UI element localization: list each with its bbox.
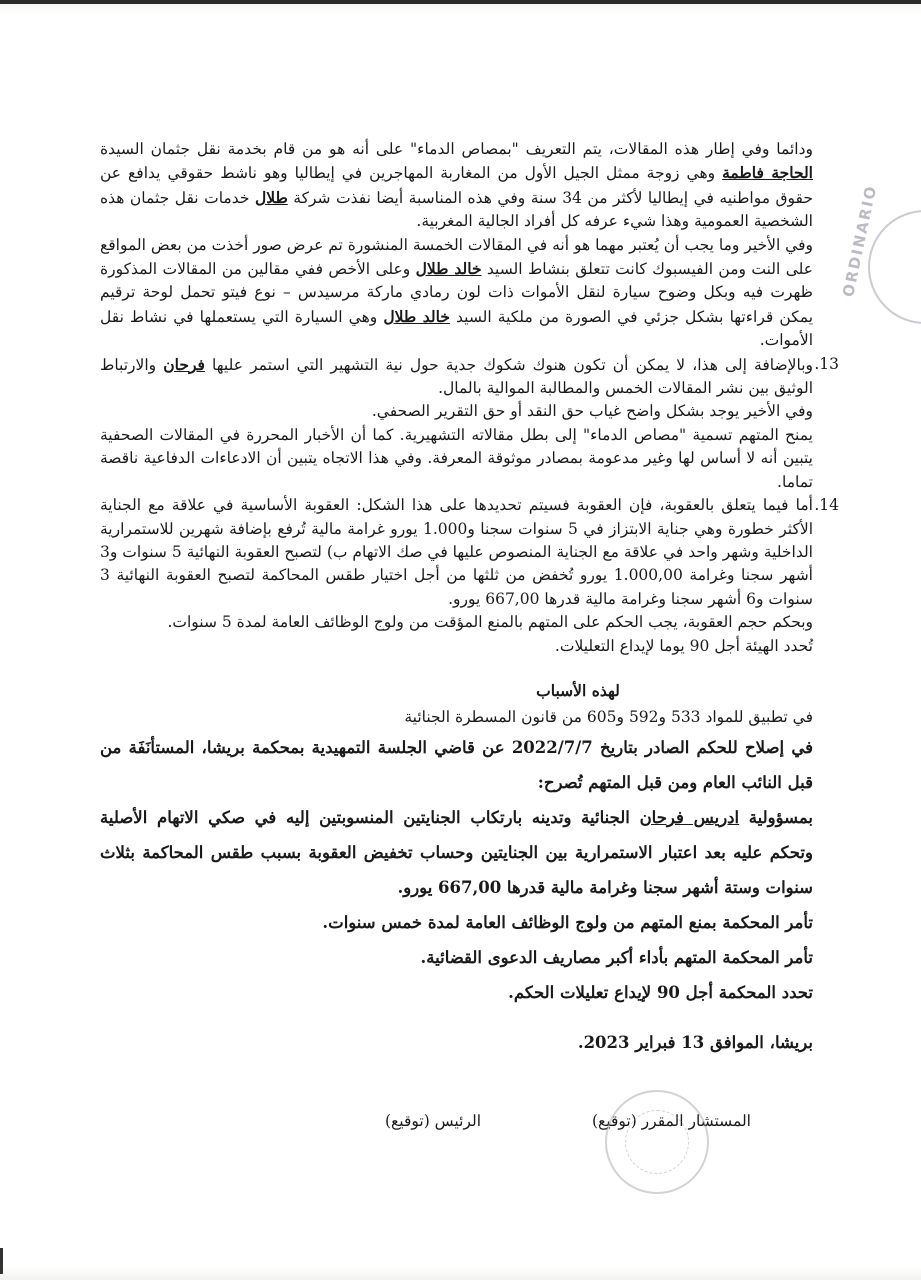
ruling-deadline: تحدد المحكمة أجل 90 لإيداع تعليلات الحكم. [508, 982, 813, 1002]
paragraph-public-office-ban: وبحكم حجم العقوبة، يجب الحكم على المتهم بالمنع المؤقت من ولوج الوظائف العامة لمدة 5 سنوات. [167, 613, 813, 632]
highlight-name: خالد طلال [415, 259, 482, 279]
defendant-name: ادريس فرحان [639, 807, 740, 827]
seal-inner-ring [625, 1110, 689, 1174]
highlight-name: فرحان [163, 354, 205, 374]
paragraph-penalty: أما فيما يتعلق بالعقوبة، فإن العقوبة فسيتم تحديدها على هذا الشكل: العقوبة الأساسية في علاقة مع الجناية الأكثر خطورة وهي جناية الابتزاز في 5 سنوات سجنا و1.000 يورو غرامة مالية تُرفع بإضافة شهرين للاستمرارية الداخلية وشهر واحد في علاقة مع الجناية المنصوص عليها في صك الاتهام ب) لتصبح العقوبة النهائية 5 سنوات و3 أشهر سجنا وغرامة 1.000,00 يورو تُخفض من ثلثها من أجل اختيار طقس المحاكمة لتصبح العقوبة النهائية 3 سنوات و6 أشهر سجنا وغرامة مالية قدرها 667,00 يورو. [100, 496, 813, 608]
signature-rapporteur: المستشار المقرر (توقيع) [591, 1112, 751, 1130]
paragraph-vampire-label: يمنح المتهم تسمية "مصاص الدماء" إلى بطل مقالاته التشهيرية. كما أن الأخبار المحررة في المقالات الصحفية يتبين أنه لا أساس لها وغير مدعومة بمصادر موثوقة المعرفة. وفي هذا الاتجاه يتبين أن الادعاءات الدفاعية ناقصة تماما. [100, 425, 813, 491]
ruling-ban: تأمر المحكمة بمنع المتهم من ولوج الوظائف العامة لمدة خمس سنوات. [322, 912, 813, 932]
section-heading: لهذه الأسباب [536, 680, 620, 700]
numbered-item-14 [100, 494, 839, 611]
numbered-item-13 [100, 353, 839, 401]
paragraph-hearse-service: ودائما وفي إطار هذه المقالات، يتم التعريف "بمصاص الدماء" على أنه هو من قام بخدمة نقل جثمان السيدة الحاجة فاطمة وهي زوجة ممثل الجيل الأول من المغاربة المهاجرين في إيطاليا وهو ناشط حقوقي يدافع عن حقوق مواطنيه في إيطاليا لأكثر من 34 سنة وفي هذه المناسبة أيضا نفذت شركة طلال خدمات نقل جثمان هذه الشخصية العمومية وهذا شيء عرفه كل أفراد الجالية المغربية. [100, 140, 813, 231]
stamp-text: ORDINARIO [839, 182, 881, 299]
ruling-reform: في إصلاح للحكم الصادر بتاريخ 2022/7/7 عن قاضي الجلسة التمهيدية بمحكمة بريشا، المستأنَفَة من قبل النائب العام ومن قبل المتهم تُصرح: [100, 737, 814, 792]
scan-edge-mark [0, 1248, 3, 1274]
decision-section [100, 678, 813, 1058]
highlight-name: طلال [254, 187, 288, 207]
paragraph-reasons-deadline: تُحدد الهيئة أجل 90 يوما لإيداع التعليلات. [554, 636, 813, 655]
paragraph-no-press-right: وفي الأخير يوجد بشكل واضح غياب حق النقد أو حق التقرير الصحفي. [371, 402, 813, 421]
highlight-name: الحاجة فاطمة [722, 163, 813, 183]
document-body [100, 138, 839, 1058]
ruling-liability: بمسؤولية ادريس فرحان الجنائية وتدينه بارتكاب الجنايتين المنسوبتين إليه في صكي الاتهام الأصلية وتحكم عليه بعد اعتبار الاستمرارية بين الجنايتين وحساب تخفيض العقوبة بسبب طقس المحاكمة بثلاث سنوات وستة أشهر سجنا وغرامة مالية قدرها 667,00 يورو. [100, 807, 814, 897]
item-number: 14. [814, 496, 839, 515]
court-seal-icon [605, 1090, 709, 1194]
paragraph-defamation-intent: وبالإضافة إلى هذا، لا يمكن أن تكون هنوك شكوك جدية حول نية التشهير التي استمر عليها فرحان والارتباط الوثيق بين نشر المقالات الخمس والمطالبة الموالية بالمال. [100, 354, 813, 398]
item-number: 13. [814, 354, 839, 373]
law-reference: في تطبيق للمواد 533 و592 و605 من قانون المسطرة الجنائية [404, 707, 813, 726]
court-stamp-icon [839, 182, 921, 324]
ruling-costs: تأمر المحكمة المتهم بأداء أكبر مصاريف الدعوى القضائية. [420, 947, 813, 967]
paragraph-published-photos: وفي الأخير وما يجب أن يُعتبر مهما هو أنه في المقالات الخمسة المنشورة تم عرض صور أخذت من بعض المواقع على النت ومن الفيسبوك كانت تتعلق بنشاط السيد خالد طلال وعلى الأخص ففي مقالين من المقالات المذكورة ظهرت فيه وبكل وضوح سيارة لنقل الأموات ذات لون رمادي ماركة مرسيدس – نوع فيتو تحمل لوحة ترقيم يمكن قراءتها بشكل جزئي في الصورة من ملكية السيد خالد طلال وهي السيارة التي يستعملها في نشاط نقل الأموات. [100, 235, 814, 350]
signature-president: الرئيس (توقيع) [384, 1112, 481, 1130]
scan-top-edge [0, 0, 921, 4]
highlight-name: خالد طلال [383, 306, 450, 326]
date-line: بريشا، الموافق 13 فبراير 2023. [577, 1032, 813, 1052]
